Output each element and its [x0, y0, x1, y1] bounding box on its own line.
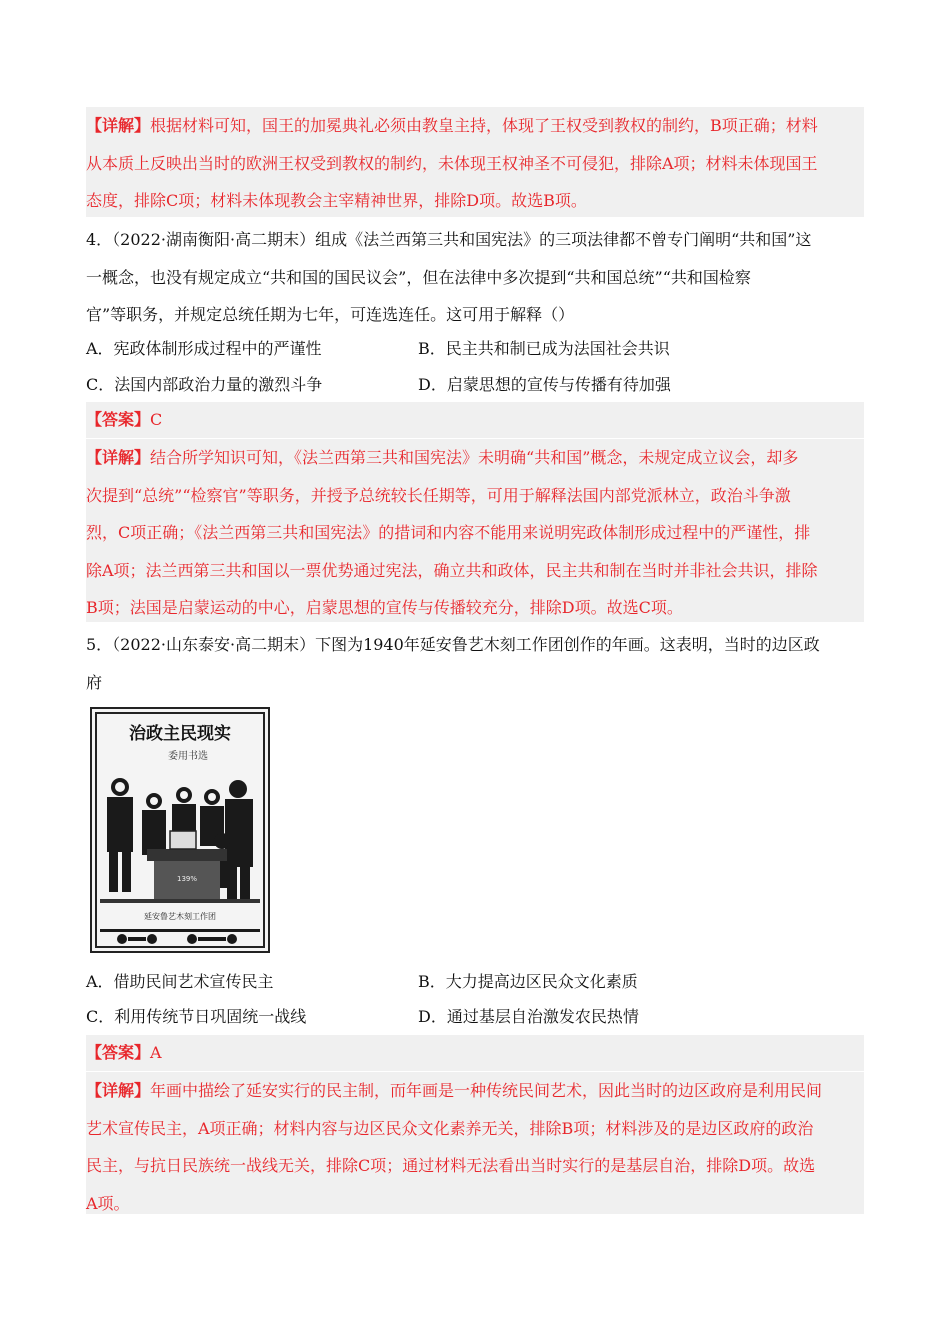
painting-footer-text: 延安鲁艺木刻工作团: [144, 912, 216, 921]
q5-option-d: D．通过基层自治激发农民热情: [418, 1007, 639, 1026]
q5-option-c: C．利用传统节日巩固统一战线: [86, 1007, 307, 1026]
q4-option-a: A．宪政体制形成过程中的严谨性: [86, 339, 322, 358]
new-year-painting-image: [90, 707, 270, 953]
q5-detail-box: [86, 1072, 864, 1214]
q4-answer-label: 【答案】: [86, 410, 151, 429]
q3-detail-line-2: 从本质上反映出当时的欧洲王权受到教权的制约，未体现王权神圣不可侵犯，排除A项；材料未体现国王: [86, 153, 818, 173]
q4-stem: [86, 221, 864, 334]
q5-answer-value: A: [150, 1043, 162, 1062]
q3-detail-line-1: 【详解】根据材料可知，国王的加冕典礼必须由教皇主持，体现了王权受到教权的制约，B项正确；材料: [86, 116, 818, 135]
q5-option-b: B．大力提高边区民众文化素质: [418, 972, 638, 991]
woodcut-illustration: [92, 709, 268, 951]
q5-stem: [86, 626, 864, 701]
q3-detail-box: [86, 107, 864, 217]
q5-detail-label: 【详解】: [86, 1081, 151, 1100]
q5-answer-label: 【答案】: [86, 1043, 151, 1062]
q5-stem-line-1: 5．（2022·山东泰安·高二期末）下图为1940年延安鲁艺木刻工作团创作的年画。这表明，当时的边区政: [86, 635, 820, 654]
q4-option-c: C．法国内部政治力量的激烈斗争: [86, 375, 323, 394]
q4-detail-line-2: 次提到“总统”“检察官”等职务，并授予总统较长任期等，可用于解释法国内部党派林立，政治斗争激: [86, 485, 791, 505]
q4-detail-line-1: 【详解】结合所学知识可知，《法兰西第三共和国宪法》未明确“共和国”概念，未规定成立议会，却多: [86, 448, 799, 467]
painting-subtitle-text: 委用书选: [168, 751, 208, 762]
q5-detail-line-2: 艺术宣传民主，A项正确；材料内容与边区民众文化素养无关，排除B项；材料涉及的是边区政府的政治: [86, 1118, 814, 1138]
q4-detail-line-4: 除A项；法兰西第三共和国以一票优势通过宪法，确立共和政体，民主共和制在当时并非社会共识，排除: [86, 560, 818, 580]
q4-stem-line-1: 4．（2022·湖南衡阳·高二期末）组成《法兰西第三共和国宪法》的三项法律都不曾专门阐明“共和国”这: [86, 230, 812, 249]
q5-stem-line-2: 府: [86, 672, 103, 692]
q5-detail-line-4: A项。: [86, 1193, 130, 1213]
q4-detail-box: [86, 439, 864, 622]
q4-stem-line-2: 一概念，也没有规定成立“共和国的国民议会”，但在法律中多次提到“共和国总统”“共和国检察: [86, 267, 751, 287]
q4-answer-value: C: [150, 410, 163, 429]
q5-option-a: A．借助民间艺术宣传民主: [86, 972, 274, 991]
q5-answer-box: [86, 1035, 864, 1071]
q3-detail-label: 【详解】: [86, 116, 151, 135]
painting-ballot-text: 139%: [176, 875, 198, 883]
q4-detail-line-3: 烈，C项正确；《法兰西第三共和国宪法》的措词和内容不能用来说明宪政体制形成过程中的严谨性，排: [86, 523, 811, 542]
q4-option-d: D．启蒙思想的宣传与传播有待加强: [418, 375, 671, 394]
q4-option-b: B．民主共和制已成为法国社会共识: [418, 339, 670, 358]
q3-detail-line-3: 态度，排除C项；材料未体现教会主宰精神世界，排除D项。故选B项。: [86, 191, 587, 210]
q4-answer-box: [86, 402, 864, 438]
q4-stem-line-3: 官”等职务，并规定总统任期为七年，可连选连任。这可用于解释（）: [86, 305, 575, 324]
q5-detail-line-1: 【详解】年画中描绘了延安实行的民主制，而年画是一种传统民间艺术，因此当时的边区政府是利用民间: [86, 1081, 823, 1100]
q5-detail-line-3: 民主，与抗日民族统一战线无关，排除C项；通过材料无法看出当时实行的是基层自治，排除D项。故选: [86, 1156, 816, 1175]
q4-detail-line-5: B项；法国是启蒙运动的中心，启蒙思想的宣传与传播较充分，排除D项。故选C项。: [86, 598, 683, 617]
painting-title-text: 治政主民现实: [129, 724, 231, 744]
q4-detail-label: 【详解】: [86, 448, 151, 467]
